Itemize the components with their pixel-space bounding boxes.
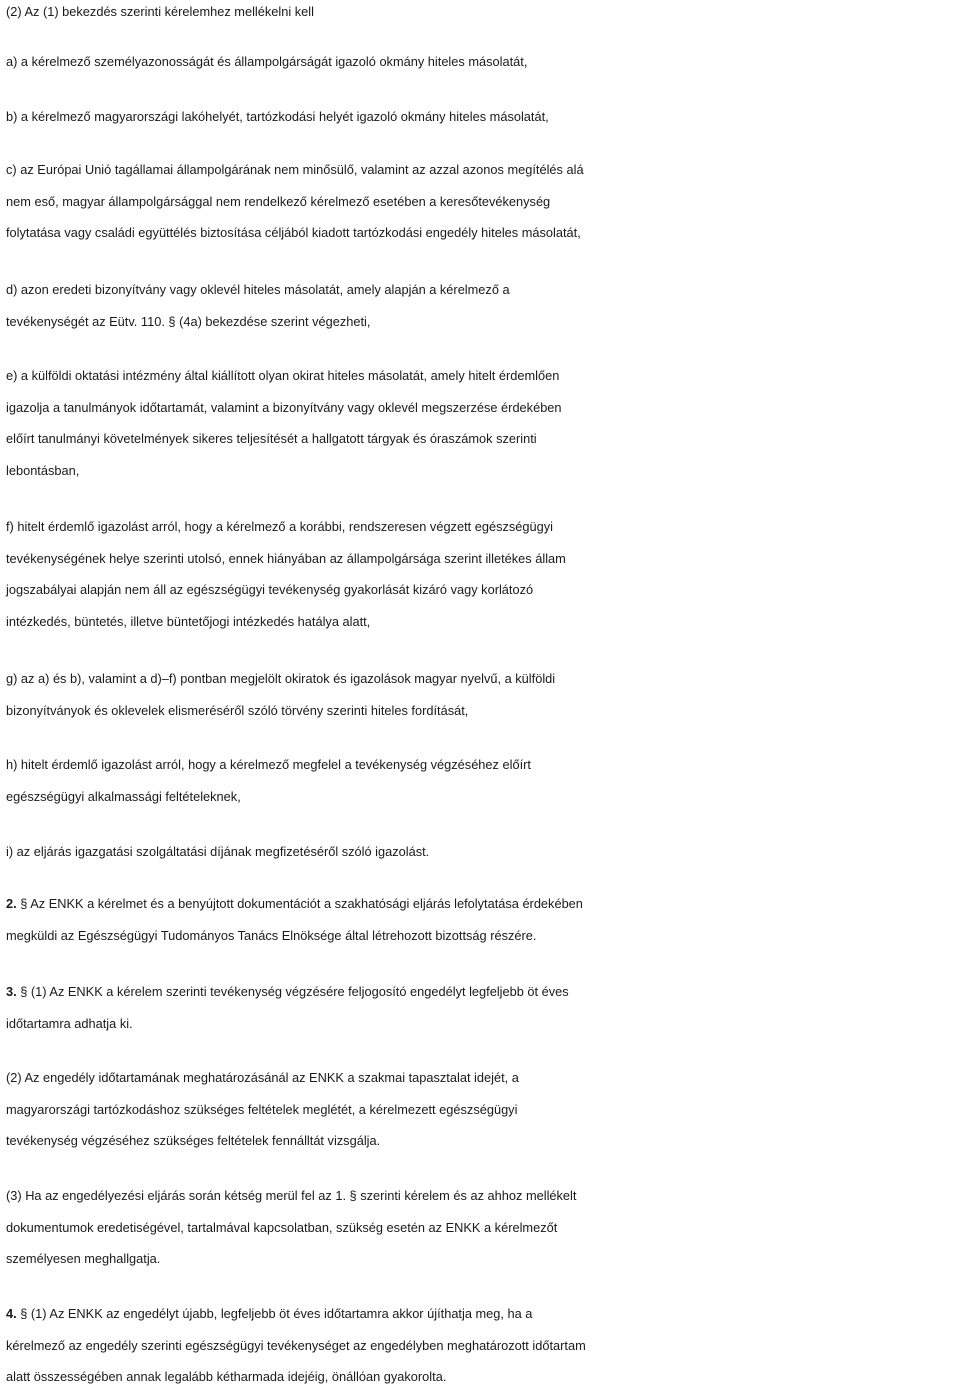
text-line: előírt tanulmányi követelmények sikeres teljesítését a hallgatott tárgyak és óraszámok szerinti (6, 431, 537, 446)
text-line: a) a kérelmező személyazonosságát és állampolgárságát igazoló okmány hiteles másolatát, (6, 54, 528, 69)
section-number: 2. (6, 896, 17, 911)
text-line: c) az Európai Unió tagállamai állampolgárának nem minősülő, valamint az azzal azonos megítélés alá (6, 162, 584, 177)
text-line: (2) Az (1) bekezdés szerinti kérelemhez mellékelni kell (6, 4, 314, 19)
section-number: 4. (6, 1306, 17, 1321)
text-line: igazolja a tanulmányok időtartamát, valamint a bizonyítvány vagy oklevél megszerzése érdekében (6, 399, 562, 415)
text-line: f) hitelt érdemlő igazolást arról, hogy a kérelmező a korábbi, rendszeresen végzett egészségügyi (6, 519, 553, 534)
text-line: nem eső, magyar állampolgársággal nem rendelkező kérelmező esetében a keresőtevékenység (6, 193, 551, 209)
text-line: egészségügyi alkalmassági feltételeknek, (6, 788, 241, 804)
text-run: § Az ENKK a kérelmet és a benyújtott dokumentációt a szakhatósági eljárás lefolytatása érdekében (16, 896, 583, 911)
text-line: alatt összességében annak legalább kétharmada idejéig, önállóan gyakorolta. (6, 1369, 447, 1384)
text-line: bizonyítványok és oklevelek elismeréséről szóló törvény szerinti hiteles fordítását, (6, 702, 469, 718)
text-line: e) a külföldi oktatási intézmény által kiállított olyan okirat hiteles másolatát, amely hitelt érdemlően (6, 368, 560, 383)
paragraph-item-g (6, 663, 956, 726)
text-line: jogszabályai alapján nem áll az egészségügyi tevékenység gyakorlását kizáró vagy korlátozó (6, 582, 534, 597)
paragraph-item-h (6, 749, 956, 812)
text-run: § (1) Az ENKK az engedélyt újabb, legfeljebb öt éves időtartamra akkor újíthatja meg, ha a (16, 1306, 533, 1321)
text-line (6, 888, 956, 920)
text-line: megküldi az Egészségügyi Tudományos Tanács Elnöksége által létrehozott bizottság részére. (6, 927, 537, 943)
text-line: lebontásban, (6, 462, 80, 478)
paragraph-item-f (6, 511, 956, 637)
section-2 (6, 888, 956, 951)
paragraph-item-b (6, 101, 956, 133)
section-3-paragraph-2 (6, 1062, 956, 1157)
section-4 (6, 1298, 956, 1393)
text-line: g) az a) és b), valamint a d)–f) pontban megjelölt okiratok és igazolások magyar nyelvű, a külföldi (6, 671, 556, 686)
text-line: d) azon eredeti bizonyítvány vagy oklevél hiteles másolatát, amely alapján a kérelmező a (6, 282, 510, 297)
text-line: i) az eljárás igazgatási szolgáltatási díjának megfizetéséről szóló igazolást. (6, 844, 430, 859)
paragraph-item-d (6, 274, 956, 337)
text-line: (2) Az engedély időtartamának meghatározásánál az ENKK a szakmai tapasztalat idejét, a (6, 1070, 519, 1085)
section-3-paragraph-3 (6, 1180, 956, 1275)
text-line: folytatása vagy családi együttélés biztosítása céljából kiadott tartózkodási engedély hiteles másolatát, (6, 225, 581, 240)
text-line: tevékenység végzéséhez szükséges feltételek fennálltát vizsgálja. (6, 1133, 381, 1148)
text-line: (3) Ha az engedélyezési eljárás során kétség merül fel az 1. § szerinti kérelem és az ahhoz mellékelt (6, 1188, 577, 1203)
text-line: személyesen meghallgatja. (6, 1251, 161, 1266)
text-line: időtartamra adhatja ki. (6, 1015, 133, 1031)
text-line: b) a kérelmező magyarországi lakóhelyét, tartózkodási helyét igazoló okmány hiteles másolatát, (6, 109, 549, 124)
section-3 (6, 976, 956, 1039)
text-line: tevékenységét az Eütv. 110. § (4a) bekezdése szerint végezheti, (6, 313, 371, 329)
text-line: h) hitelt érdemlő igazolást arról, hogy a kérelmező megfelel a tevékenység végzéséhez előírt (6, 757, 531, 772)
paragraph-item-c (6, 154, 956, 249)
text-line (6, 976, 956, 1008)
paragraph-item-e (6, 360, 956, 486)
text-line: magyarországi tartózkodáshoz szükséges feltételek meglétét, a kérelmezett egészségügyi (6, 1101, 518, 1117)
paragraph-item-i (6, 836, 956, 868)
paragraph-intro (6, 0, 956, 28)
text-line: kérelmező az engedély szerinti egészségügyi tevékenységet az engedélyben meghatározott időtartam (6, 1337, 586, 1353)
section-number: 3. (6, 984, 17, 999)
text-line: dokumentumok eredetiségével, tartalmával kapcsolatban, szükség esetén az ENKK a kérelmezőt (6, 1219, 558, 1235)
text-line: tevékenységének helye szerinti utolsó, ennek hiányában az állampolgársága szerint illetékes állam (6, 550, 566, 566)
text-run: § (1) Az ENKK a kérelem szerinti tevékenység végzésére feljogosító engedélyt legfeljebb öt éves (16, 984, 569, 999)
text-line (6, 1298, 956, 1330)
text-line: intézkedés, büntetés, illetve büntetőjogi intézkedés hatálya alatt, (6, 613, 371, 629)
paragraph-item-a (6, 46, 956, 78)
